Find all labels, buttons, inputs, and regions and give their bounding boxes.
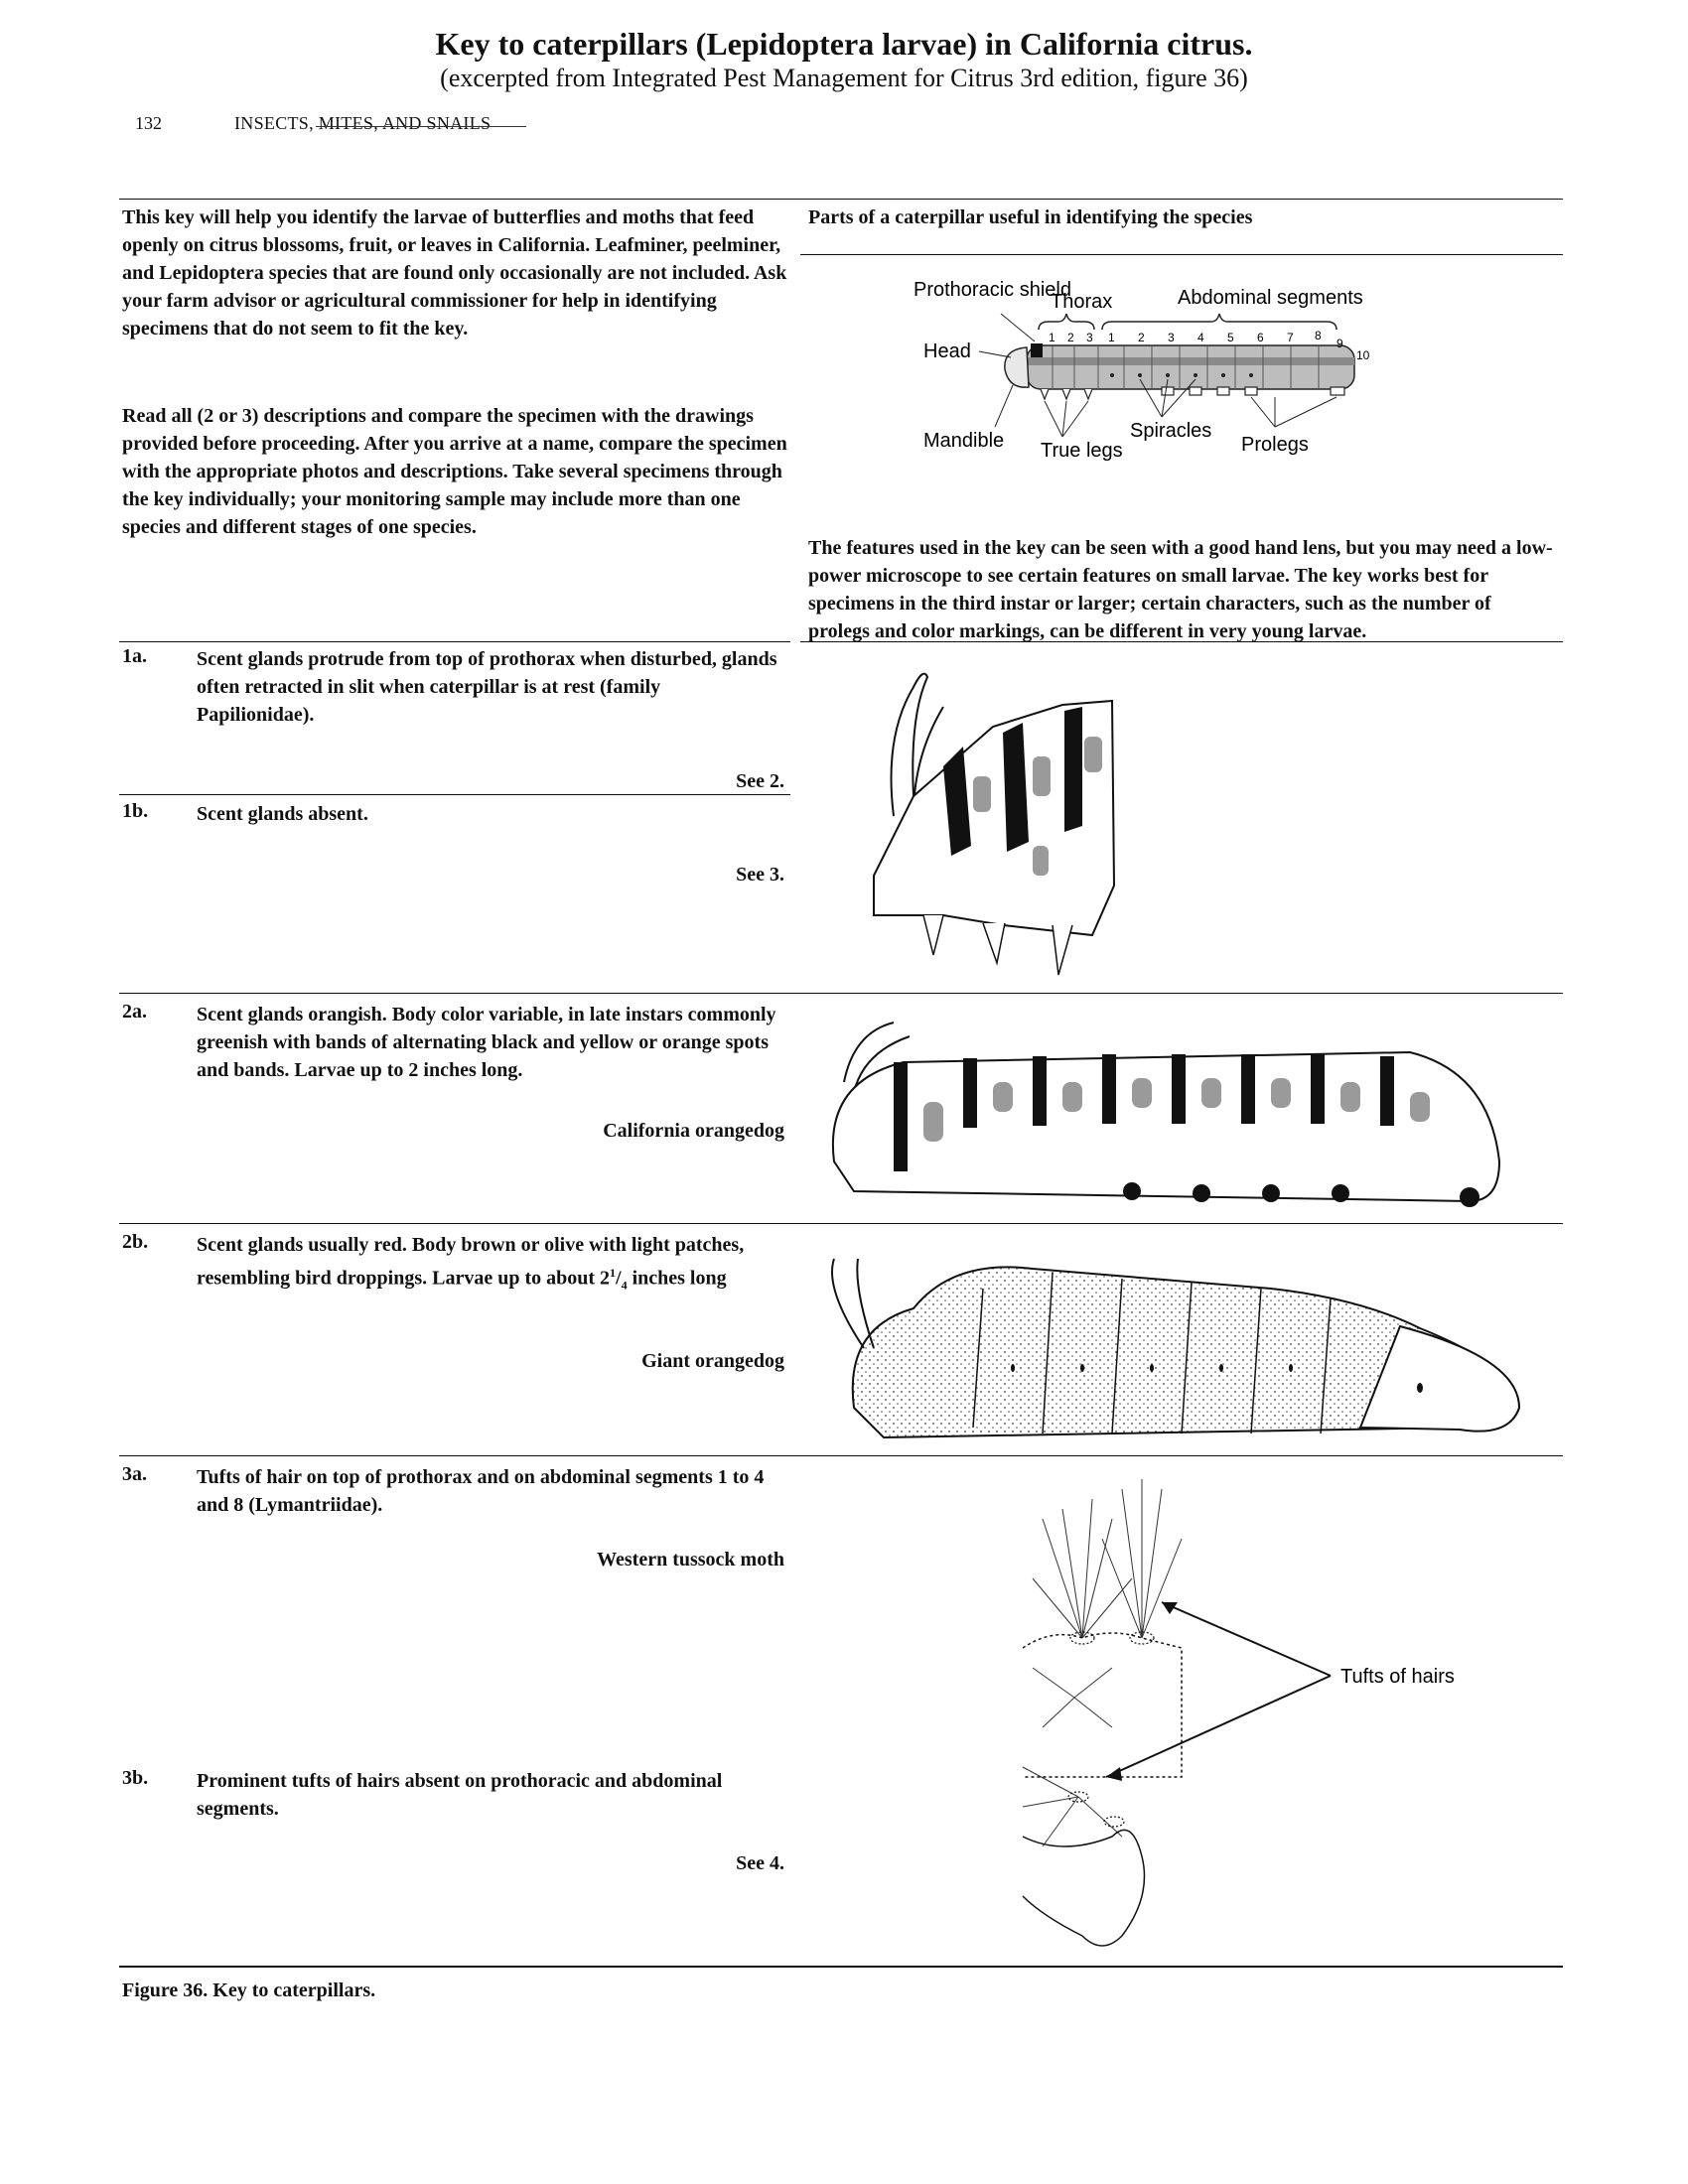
label-true-legs: True legs (1041, 440, 1123, 462)
couplet-number-2b-text: 2b. (122, 1231, 149, 1253)
couplet-text-2a: Scent glands orangish. Body color variable, in late instars commonly greenish with bands of alternating black and yellow or orange spots and bands. Larvae up to 2 inches long. (197, 1004, 776, 1081)
intro-paragraph-1: This key will help you identify the larvae of butterflies and moths that feed openly on citrus blossoms, fruit, or leaves in California. Leafminer, peelminer, and Lepidoptera species that are found only occasionally are not included. Ask your farm advisor or agricultural commissioner for help in identifying specimens that do not seem to fit the key. (122, 206, 787, 340)
couplet-text-2b-end: inches long (627, 1267, 727, 1290)
abdomen-number: 8 (1315, 329, 1322, 342)
couplet-number-3a: 3a. (122, 1463, 147, 1485)
papilionid-larva-illustration (834, 657, 1152, 985)
figure-caption: Figure 36. Key to caterpillars. (122, 1979, 376, 2001)
label-prothoracic-shield: Prothoracic shield (914, 279, 1071, 301)
abdomen-number: 1 (1108, 331, 1115, 344)
couplet-text-1b: Scent glands absent. (197, 803, 368, 825)
couplet-result-1a: See 2. (736, 770, 784, 792)
top-rule (119, 199, 1563, 200)
abdomen-number: 5 (1227, 331, 1234, 344)
couplet-rule (119, 993, 1563, 994)
abdomen-number: 6 (1257, 331, 1264, 344)
thorax-number: 2 (1067, 331, 1074, 344)
abdomen-number: 7 (1287, 331, 1294, 344)
parts-note: The features used in the key can be seen with a good hand lens, but you may need a low-power microscope to see certain features on small larvae. The key works best for specimens in the third instar or larger; certain characters, such as the number of prolegs and color markings, can be different in very young larvae. (808, 537, 1553, 642)
couplet-number-2a: 2a. (122, 1001, 147, 1023)
page-subtitle: (excerpted from Integrated Pest Management for Citrus 3rd edition, figure 36) (440, 64, 1248, 92)
couplet-result-3a: Western tussock moth (597, 1549, 784, 1570)
couplet-text-2b-main: Scent glands usually red. Body brown or olive with light patches, resembling bird droppings. Larvae up to about 2 (197, 1234, 745, 1290)
couplet-result-2b: Giant orangedog (641, 1350, 784, 1372)
fraction-denominator: 4 (621, 1278, 628, 1293)
couplet-rule (119, 1223, 1563, 1224)
abdomen-number: 10 (1356, 348, 1370, 362)
couplet-number-2b (122, 1231, 148, 1254)
abdomen-number: 4 (1197, 331, 1204, 344)
running-head: INSECTS, MITES, AND SNAILS (234, 113, 492, 133)
thorax-number: 3 (1086, 331, 1093, 344)
running-head-underline (316, 126, 526, 127)
couplet-text-3a: Tufts of hair on top of prothorax and on abdominal segments 1 to 4 and 8 (Lymantriidae). (197, 1466, 765, 1516)
parts-heading-rule (800, 254, 1563, 255)
intro-paragraph-2: Read all (2 or 3) descriptions and compare the specimen with the drawings provided before proceeding. After you arrive at a name, compare the specimen with the appropriate photos and descriptions. Take several specimens through the key individually; your monitoring sample may include more than one species and different stages of one species. (122, 405, 787, 538)
label-spiracles: Spiracles (1130, 420, 1212, 442)
couplet-number-1b: 1b. (122, 800, 149, 822)
page-title: Key to caterpillars (Lepidoptera larvae) in California citrus. (435, 26, 1253, 62)
label-head: Head (923, 341, 971, 362)
fraction-numerator: 1 (610, 1266, 617, 1280)
abdomen-number: 9 (1336, 337, 1343, 350)
bottom-rule (119, 1966, 1563, 1968)
label-abdominal-segments: Abdominal segments (1178, 287, 1363, 309)
couplet-rule (119, 641, 790, 642)
label-tufts-of-hairs: Tufts of hairs (1340, 1666, 1455, 1688)
page-number: 132 (135, 113, 162, 133)
california-orangedog-illustration (814, 1013, 1509, 1221)
couplet-rule (119, 1455, 1563, 1456)
label-thorax: Thorax (1051, 291, 1113, 313)
couplet-result-1b: See 3. (736, 864, 784, 886)
label-mandible: Mandible (923, 430, 1005, 452)
abdomen-number: 3 (1168, 331, 1175, 344)
couplet-result-3b: See 4. (736, 1852, 784, 1874)
couplet-result-2a: California orangedog (603, 1120, 784, 1142)
parts-heading: Parts of a caterpillar useful in identifying the species (808, 206, 1253, 228)
couplet-rule (800, 641, 1563, 642)
label-prolegs: Prolegs (1241, 434, 1309, 456)
giant-orangedog-illustration (804, 1239, 1529, 1457)
couplet-rule (119, 794, 790, 795)
couplet-number-1a: 1a. (122, 645, 147, 667)
couplet-number-3b: 3b. (122, 1767, 149, 1789)
caterpillar-parts-diagram (914, 278, 1470, 477)
thorax-number: 1 (1049, 331, 1055, 344)
couplet-text-3b: Prominent tufts of hairs absent on prothoracic and abdominal segments. (197, 1770, 723, 1820)
abdomen-number: 2 (1138, 331, 1145, 344)
couplet-text-2b: Scent glands usually red. Body brown or olive with light patches, resembling bird droppings. Larvae up to about $2^1/_4$ inches long (197, 1234, 745, 1293)
tussock-moth-tufts-illustration (1003, 1479, 1519, 1956)
couplet-text-1a: Scent glands protrude from top of prothorax when disturbed, glands often retracted in slit when caterpillar is at rest (family Papilionidae). (197, 648, 777, 726)
